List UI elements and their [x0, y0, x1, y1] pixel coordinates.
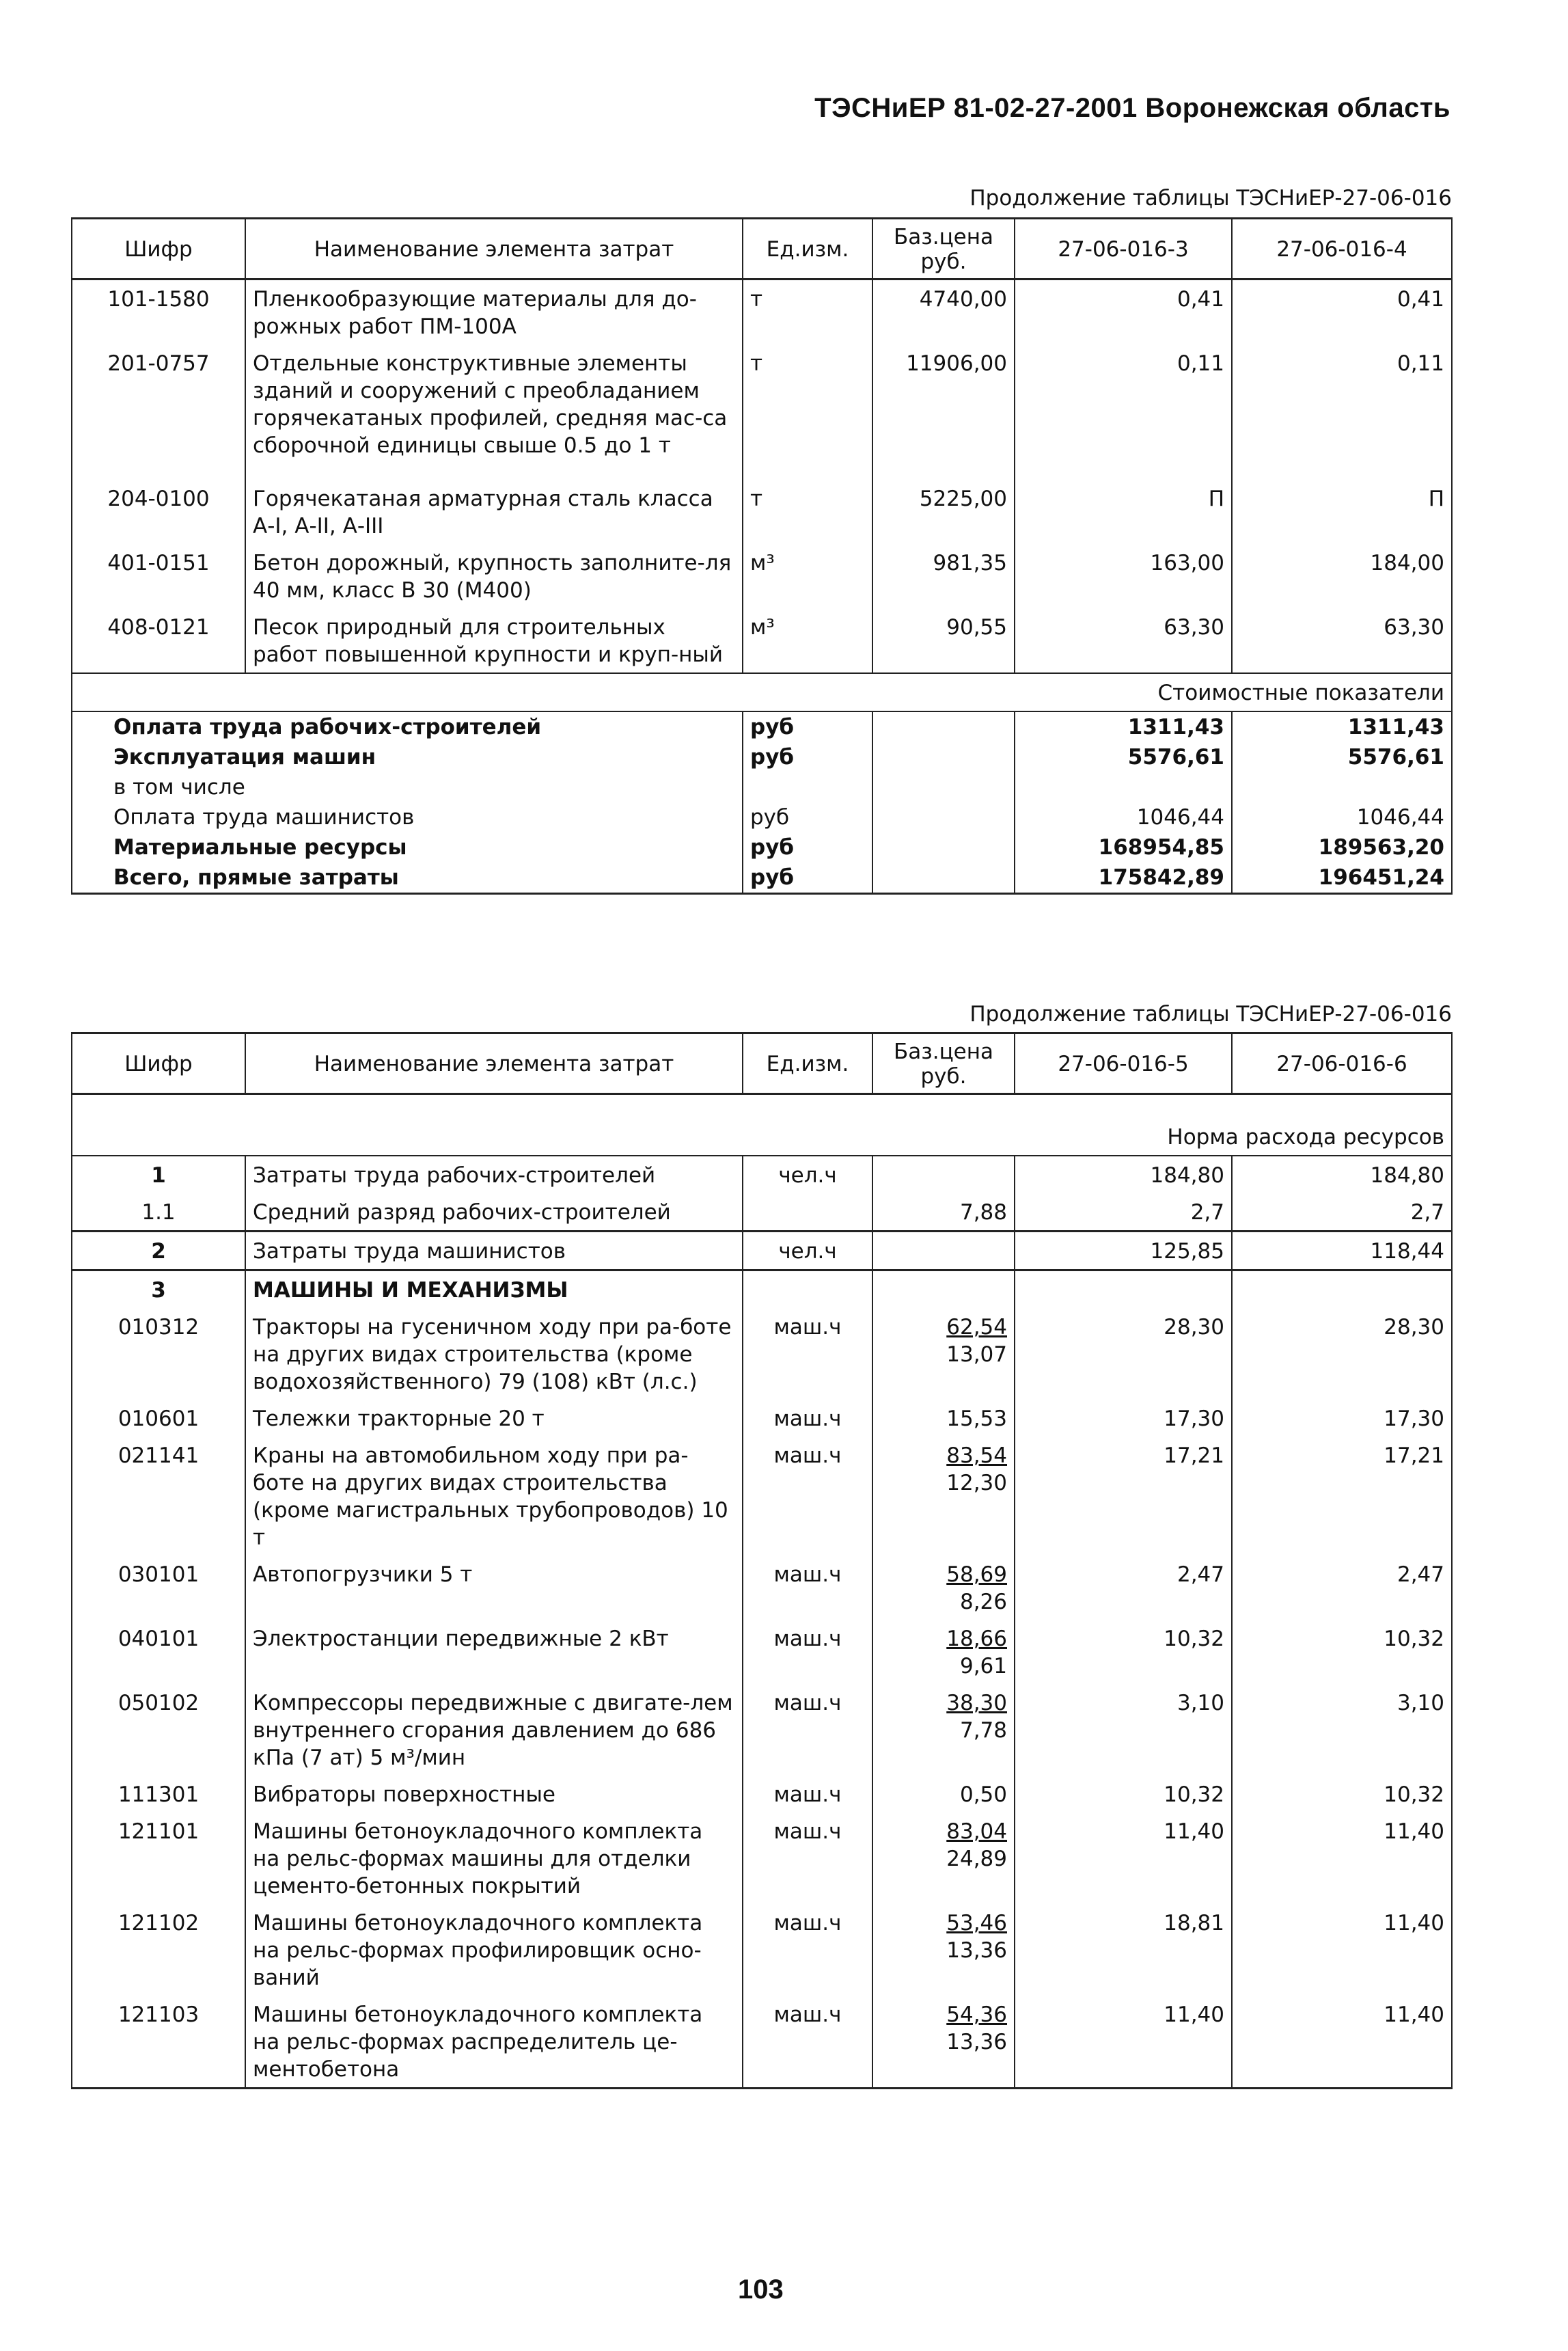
row-norm-a: 2,47 [1015, 1555, 1232, 1620]
table-row [72, 1620, 1452, 1684]
resource-table-2 [71, 1032, 1453, 2089]
col-header-norm-b: 27-06-016-6 [1232, 1033, 1452, 1094]
row-name: Краны на автомобильном ходу при ра-боте на других видах строительства (кроме магистральных трубопроводов) 10 т [245, 1437, 743, 1555]
col-header-name: Наименование элемента затрат [245, 219, 743, 280]
row-code: 204-0100 [72, 480, 245, 544]
row-base-price [872, 1232, 1015, 1270]
row-norm-a: 11,40 [1015, 1812, 1232, 1904]
row-unit [743, 1193, 872, 1232]
cost-price-empty [872, 832, 1015, 862]
price-machine: 58,69 [946, 1562, 1007, 1587]
row-base-price [872, 1156, 1015, 1193]
cost-value-a: 175842,89 [1015, 862, 1232, 894]
col-header-name: Наименование элемента затрат [245, 1033, 743, 1094]
row-name: Горячекатаная арматурная сталь класса А-I, А-II, А-III [245, 480, 743, 544]
row-code: 010601 [72, 1400, 245, 1437]
col-header-code: Шифр [72, 219, 245, 280]
price-operator-wage: 7,78 [959, 1718, 1007, 1743]
row-code: 121102 [72, 1904, 245, 1996]
row-code: 121103 [72, 1996, 245, 2089]
price-machine: 62,54 [946, 1315, 1007, 1340]
norm-header-row [72, 1094, 1452, 1156]
cost-price-empty [872, 772, 1015, 802]
table-row [72, 1776, 1452, 1812]
row-norm-a: 63,30 [1015, 608, 1232, 673]
price-machine: 38,30 [946, 1691, 1007, 1715]
table-row [72, 1232, 1452, 1270]
row-name: Затраты труда рабочих-строителей [245, 1156, 743, 1193]
row-norm-b: 17,21 [1232, 1437, 1452, 1555]
price-machine: 0,50 [959, 1782, 1007, 1807]
cost-value-b: 189563,20 [1232, 832, 1452, 862]
row-norm-b: 11,40 [1232, 1904, 1452, 1996]
price-operator-wage: 24,89 [946, 1847, 1007, 1871]
row-base-price [872, 1400, 1015, 1437]
row-norm-b: 11,40 [1232, 1996, 1452, 2089]
row-name: Автопогрузчики 5 т [245, 1555, 743, 1620]
cost-price-empty [872, 711, 1015, 742]
cost-unit: руб [743, 742, 872, 772]
row-code: 408-0121 [72, 608, 245, 673]
row-unit: м³ [743, 544, 872, 608]
row-unit: т [743, 280, 872, 345]
table-row [72, 280, 1452, 345]
row-unit: м³ [743, 608, 872, 673]
row-base-price [872, 1684, 1015, 1776]
row-norm-b: 17,30 [1232, 1400, 1452, 1437]
col-header-unit: Ед.изм. [743, 1033, 872, 1094]
row-name: Песок природный для строительных работ повышенной крупности и круп-ный [245, 608, 743, 673]
row-norm-b: 10,32 [1232, 1620, 1452, 1684]
row-unit: маш.ч [743, 1776, 872, 1812]
row-base-price [872, 1555, 1015, 1620]
cost-value-a [1015, 772, 1232, 802]
table-row [72, 1996, 1452, 2089]
cost-unit [743, 772, 872, 802]
cost-price-empty [872, 742, 1015, 772]
row-norm-a: 184,80 [1015, 1156, 1232, 1193]
row-base-price [872, 1270, 1015, 1309]
price-operator-wage: 9,61 [959, 1654, 1007, 1679]
row-base-price [872, 1308, 1015, 1400]
table-row [72, 344, 1452, 480]
row-name: Тележки тракторные 20 т [245, 1400, 743, 1437]
price-machine: 83,54 [946, 1443, 1007, 1468]
row-code: 050102 [72, 1684, 245, 1776]
row-unit: чел.ч [743, 1232, 872, 1270]
row-name: Вибраторы поверхностные [245, 1776, 743, 1812]
row-unit: маш.ч [743, 1904, 872, 1996]
row-name: Пленкообразующие материалы для до-рожных работ ПМ-100А [245, 280, 743, 345]
cost-unit: руб [743, 802, 872, 832]
cost-price-empty [872, 862, 1015, 894]
row-norm-b [1232, 1270, 1452, 1309]
row-norm-a: 10,32 [1015, 1620, 1232, 1684]
price-machine: 53,46 [946, 1911, 1007, 1935]
row-norm-b: 3,10 [1232, 1684, 1452, 1776]
price-operator-wage: 13,07 [946, 1342, 1007, 1367]
row-unit: т [743, 344, 872, 480]
price-machine: 18,66 [946, 1627, 1007, 1651]
row-name: Машины бетоноукладочного комплекта на рельс-формах профилировщик осно-ваний [245, 1904, 743, 1996]
cost-row [72, 742, 1452, 772]
table-row [72, 1308, 1452, 1400]
table-row [72, 480, 1452, 544]
cost-row [72, 772, 1452, 802]
table-row [72, 1812, 1452, 1904]
resource-norm-header: Норма расхода ресурсов [72, 1094, 1452, 1156]
row-norm-b: 2,47 [1232, 1555, 1452, 1620]
row-code: 010312 [72, 1308, 245, 1400]
row-norm-b: 184,00 [1232, 544, 1452, 608]
row-base-price: 4740,00 [872, 280, 1015, 345]
row-norm-b: 0,11 [1232, 344, 1452, 480]
row-base-price: 90,55 [872, 608, 1015, 673]
row-unit: маш.ч [743, 1308, 872, 1400]
col-header-norm-a: 27-06-016-5 [1015, 1033, 1232, 1094]
row-name: Машины бетоноукладочного комплекта на рельс-формах распределитель це-ментобетона [245, 1996, 743, 2089]
table-row [72, 544, 1452, 608]
cost-label: Материальные ресурсы [72, 832, 743, 862]
row-norm-b: 11,40 [1232, 1812, 1452, 1904]
cost-row [72, 802, 1452, 832]
row-code: 121101 [72, 1812, 245, 1904]
row-unit: чел.ч [743, 1156, 872, 1193]
price-machine: 7,88 [959, 1200, 1007, 1225]
cost-row [72, 862, 1452, 894]
price-machine: 83,04 [946, 1819, 1007, 1844]
cost-row [72, 832, 1452, 862]
row-norm-a: П [1015, 480, 1232, 544]
cost-value-a: 168954,85 [1015, 832, 1232, 862]
table1-header-row [72, 219, 1452, 280]
row-code: 021141 [72, 1437, 245, 1555]
table-row [72, 1400, 1452, 1437]
price-operator-wage: 13,36 [946, 2030, 1007, 2054]
cost-value-b [1232, 772, 1452, 802]
cost-value-b: 1311,43 [1232, 711, 1452, 742]
cost-unit: руб [743, 832, 872, 862]
row-norm-a: 10,32 [1015, 1776, 1232, 1812]
table-row [72, 1156, 1452, 1193]
row-name: МАШИНЫ И МЕХАНИЗМЫ [245, 1270, 743, 1309]
col-header-price: Баз.цена руб. [872, 219, 1015, 280]
row-norm-b: 184,80 [1232, 1156, 1452, 1193]
row-norm-b: 2,7 [1232, 1193, 1452, 1232]
col-header-unit: Ед.изм. [743, 219, 872, 280]
row-name: Электростанции передвижные 2 кВт [245, 1620, 743, 1684]
cost-label: Оплата труда рабочих-строителей [72, 711, 743, 742]
cost-value-b: 1046,44 [1232, 802, 1452, 832]
table-row [72, 1904, 1452, 1996]
cost-value-b: 5576,61 [1232, 742, 1452, 772]
table-row [72, 1437, 1452, 1555]
cost-row [72, 711, 1452, 742]
row-norm-b: 10,32 [1232, 1776, 1452, 1812]
cost-value-a: 5576,61 [1015, 742, 1232, 772]
cost-value-b: 196451,24 [1232, 862, 1452, 894]
table-row [72, 1193, 1452, 1232]
price-machine: 15,53 [946, 1406, 1007, 1431]
row-unit: маш.ч [743, 1400, 872, 1437]
table2-header-row [72, 1033, 1452, 1094]
price-operator-wage: 8,26 [959, 1590, 1007, 1614]
cost-indicators-header: Стоимостные показатели [72, 673, 1452, 711]
row-code: 2 [72, 1232, 245, 1270]
row-code: 030101 [72, 1555, 245, 1620]
row-name: Средний разряд рабочих-строителей [245, 1193, 743, 1232]
table2-continuation-label: Продолжение таблицы ТЭСНиЕР-27-06-016 [969, 1002, 1452, 1027]
cost-value-a: 1311,43 [1015, 711, 1232, 742]
row-code: 040101 [72, 1620, 245, 1684]
row-norm-a: 125,85 [1015, 1232, 1232, 1270]
row-base-price [872, 1193, 1015, 1232]
table-row [72, 1684, 1452, 1776]
row-base-price [872, 1904, 1015, 1996]
row-norm-a: 163,00 [1015, 544, 1232, 608]
row-base-price [872, 1620, 1015, 1684]
cost-value-a: 1046,44 [1015, 802, 1232, 832]
price-operator-wage: 12,30 [946, 1471, 1007, 1495]
row-unit: маш.ч [743, 1437, 872, 1555]
page-header-title: ТЭСНиЕР 81-02-27-2001 Воронежская область [814, 93, 1450, 123]
row-base-price [872, 1437, 1015, 1555]
row-norm-b: 63,30 [1232, 608, 1452, 673]
row-norm-a: 3,10 [1015, 1684, 1232, 1776]
row-unit: маш.ч [743, 1996, 872, 2089]
row-base-price [872, 1776, 1015, 1812]
row-code: 401-0151 [72, 544, 245, 608]
row-unit: маш.ч [743, 1555, 872, 1620]
row-code: 111301 [72, 1776, 245, 1812]
row-norm-a: 0,41 [1015, 280, 1232, 345]
cost-label: в том числе [72, 772, 743, 802]
table-row [72, 1270, 1452, 1309]
row-norm-a: 17,30 [1015, 1400, 1232, 1437]
row-norm-a: 0,11 [1015, 344, 1232, 480]
cost-label: Оплата труда машинистов [72, 802, 743, 832]
row-norm-a: 18,81 [1015, 1904, 1232, 1996]
row-unit: маш.ч [743, 1812, 872, 1904]
row-norm-a: 2,7 [1015, 1193, 1232, 1232]
cost-label: Эксплуатация машин [72, 742, 743, 772]
col-header-code: Шифр [72, 1033, 245, 1094]
row-code: 101-1580 [72, 280, 245, 345]
price-operator-wage: 13,36 [946, 1938, 1007, 1963]
row-norm-a [1015, 1270, 1232, 1309]
col-header-price: Баз.цена руб. [872, 1033, 1015, 1094]
cost-label: Всего, прямые затраты [72, 862, 743, 894]
col-header-norm-b: 27-06-016-4 [1232, 219, 1452, 280]
resource-table-1 [71, 217, 1453, 895]
row-name: Машины бетоноукладочного комплекта на рельс-формах машины для отделки цементо-бетонных покрытий [245, 1812, 743, 1904]
row-name: Отдельные конструктивные элементы зданий и сооружений с преобладанием горячекатаных профилей, средняя мас-са сборочной единицы свыше 0.5 до 1 т [245, 344, 743, 480]
cost-price-empty [872, 802, 1015, 832]
row-norm-b: 0,41 [1232, 280, 1452, 345]
cost-unit: руб [743, 862, 872, 894]
row-base-price [872, 1996, 1015, 2089]
row-code: 201-0757 [72, 344, 245, 480]
row-code: 3 [72, 1270, 245, 1309]
cost-unit: руб [743, 711, 872, 742]
table1-continuation-label: Продолжение таблицы ТЭСНиЕР-27-06-016 [969, 186, 1452, 210]
row-name: Компрессоры передвижные с двигате-лем внутреннего сгорания давлением до 686 кПа (7 ат) 5 м³/мин [245, 1684, 743, 1776]
row-name: Затраты труда машинистов [245, 1232, 743, 1270]
row-unit [743, 1270, 872, 1309]
row-unit: маш.ч [743, 1684, 872, 1776]
row-base-price: 981,35 [872, 544, 1015, 608]
row-norm-a: 11,40 [1015, 1996, 1232, 2089]
row-name: Тракторы на гусеничном ходу при ра-боте на других видах строительства (кроме водохозяйственного) 79 (108) кВт (л.с.) [245, 1308, 743, 1400]
row-unit: маш.ч [743, 1620, 872, 1684]
row-norm-b: 28,30 [1232, 1308, 1452, 1400]
row-base-price: 11906,00 [872, 344, 1015, 480]
row-name: Бетон дорожный, крупность заполните-ля 40 мм, класс В 30 (М400) [245, 544, 743, 608]
row-base-price [872, 1812, 1015, 1904]
row-norm-a: 28,30 [1015, 1308, 1232, 1400]
page-number: 103 [738, 2274, 784, 2305]
row-code: 1.1 [72, 1193, 245, 1232]
row-norm-b: П [1232, 480, 1452, 544]
price-machine: 54,36 [946, 2002, 1007, 2027]
row-norm-a: 17,21 [1015, 1437, 1232, 1555]
row-norm-b: 118,44 [1232, 1232, 1452, 1270]
table-row [72, 1555, 1452, 1620]
table-row [72, 608, 1452, 673]
col-header-norm-a: 27-06-016-3 [1015, 219, 1232, 280]
cost-header-row [72, 673, 1452, 711]
row-code: 1 [72, 1156, 245, 1193]
row-unit: т [743, 480, 872, 544]
row-base-price: 5225,00 [872, 480, 1015, 544]
